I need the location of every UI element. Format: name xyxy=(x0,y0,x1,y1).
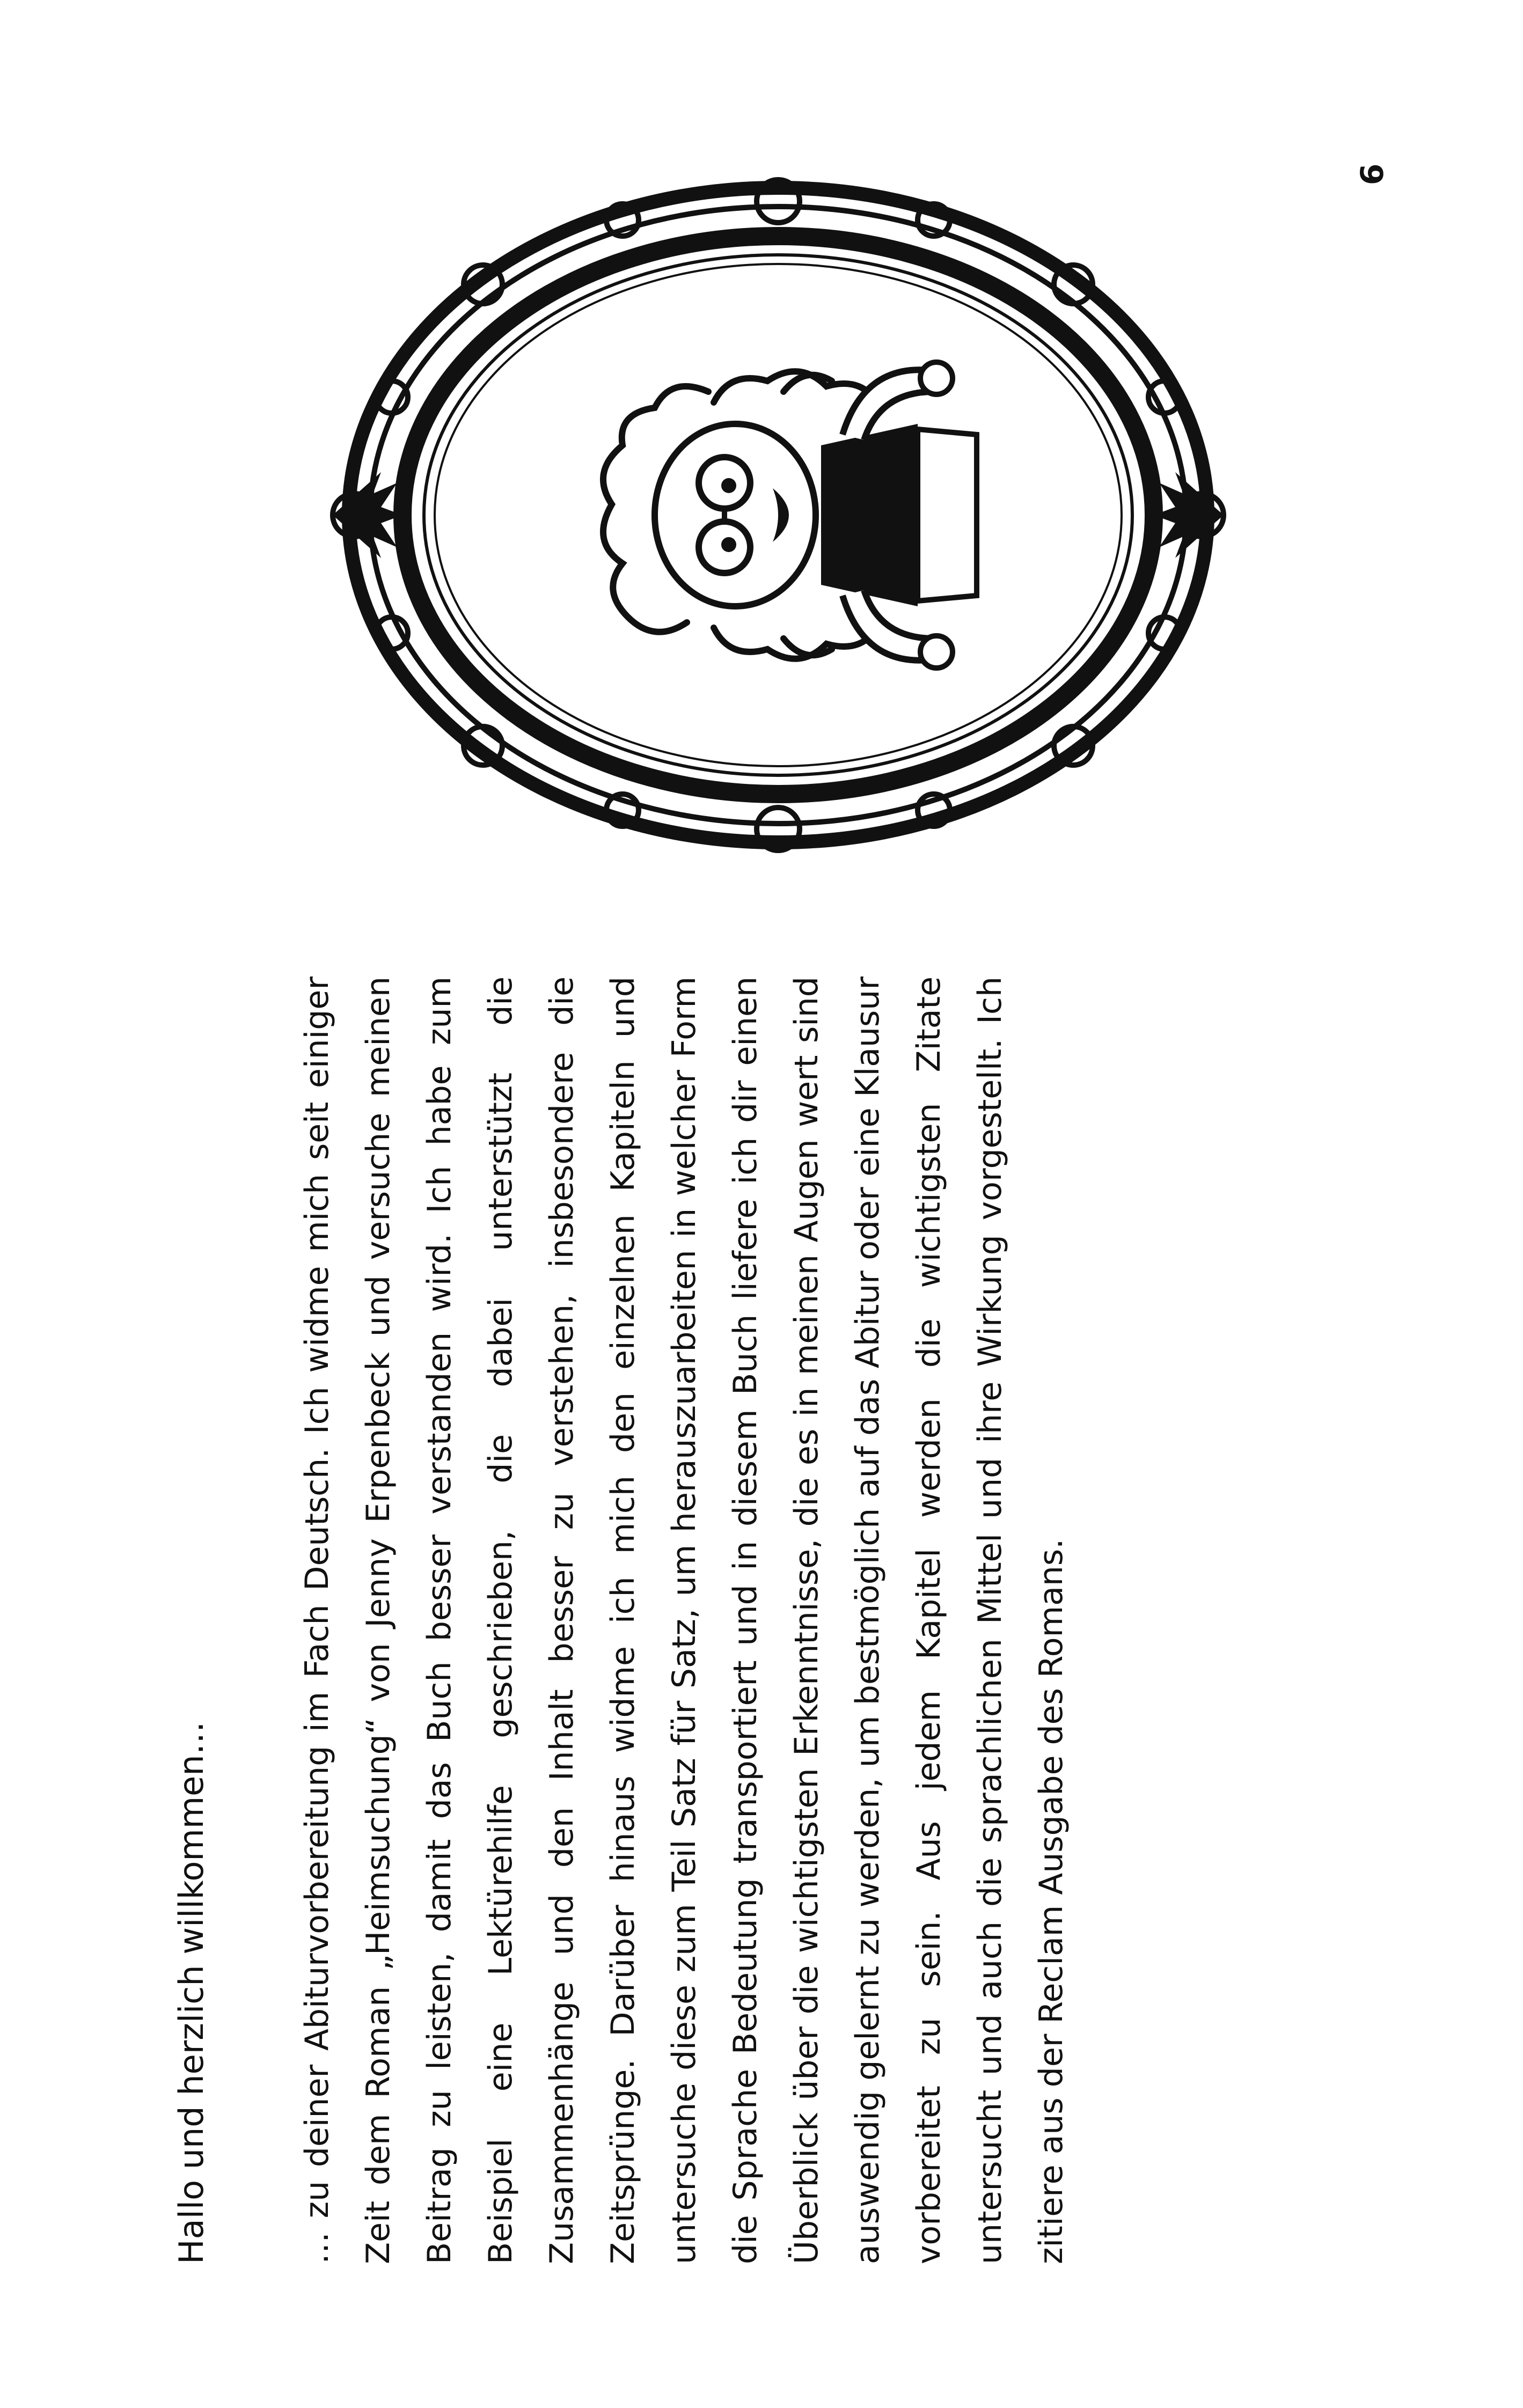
rotated-text-block xyxy=(161,977,1082,2264)
framed-portrait-illustration xyxy=(322,172,1234,869)
body-paragraph: … zu deiner Abiturvorbereitung im Fach Deutsch. Ich widme mich seit einiger Zeit dem Roman „Heimsuchung“ von Jenny Erpenbeck und versuche meinen Beitrag zu leisten, damit das Buch besser verstanden wird. Ich habe zum Beispiel eine Lektürehilfe geschrieben, die dabei unterstützt die Zusammenhänge und den Inhalt besser zu verstehen, insbesondere die Zeitsprünge. Darüber hinaus widme ich mich den einzelnen Kapiteln und untersuche diese zum Teil Satz für Satz, um herauszuarbeiten in welcher Form die Sprache Bedeutung transportiert und in diesem Buch liefere ich dir einen Überblick über die wichtigsten Erkenntnisse, die es in meinen Augen wert sind auswendig gelernt zu werden, um bestmöglich auf das Abitur oder eine Klausur vorbereitet zu sein. Aus jedem Kapitel werden die wichtigsten Zitate untersucht und auch die sprachlichen Mittel und ihre Wirkung vorgestellt. Ich zitiere aus der Reclam Ausgabe des Romans. xyxy=(298,977,1070,2264)
greeting-heading: Hallo und herzlich willkommen… xyxy=(172,1721,211,2264)
page-number: 9 xyxy=(1353,163,1389,186)
text-area xyxy=(161,977,1492,2264)
